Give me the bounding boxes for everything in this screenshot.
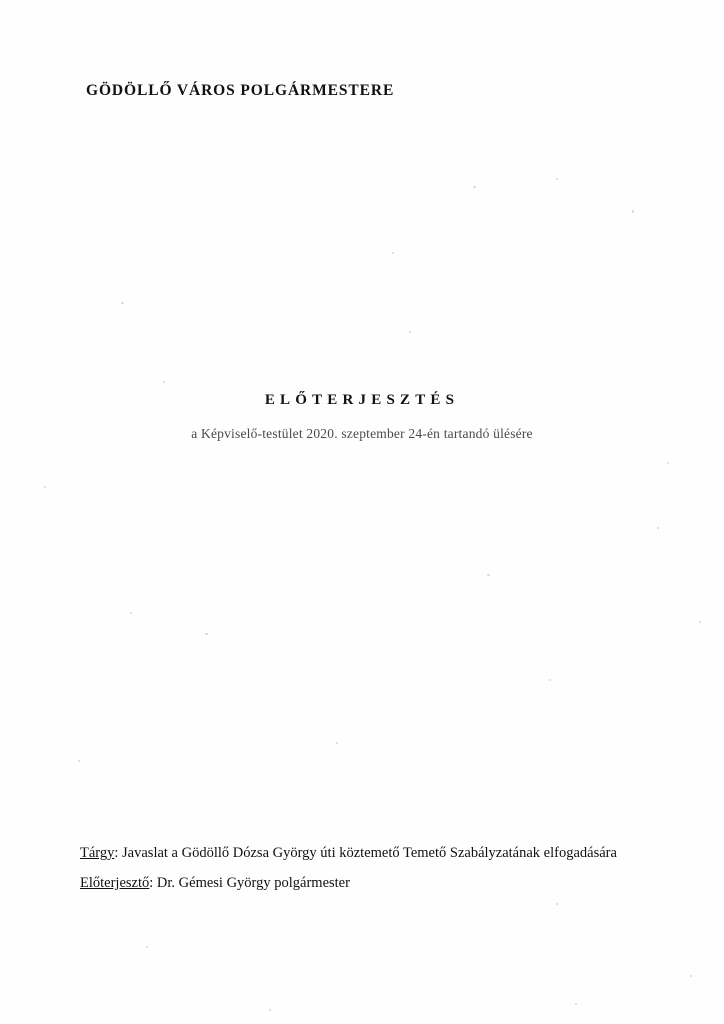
meta-separator-presenter: : [149, 875, 157, 891]
meta-value-presenter: Dr. Gémesi György polgármester [156, 875, 350, 891]
document-type-heading: ELŐTERJESZTÉS [264, 392, 460, 408]
document-subtitle: a Képviselő-testület 2020. szeptember 24-én tartandó ülésére [191, 426, 533, 441]
meta-separator-subject: : [114, 845, 123, 861]
meta-label-subject: Tárgy [80, 845, 115, 861]
meta-value-subject: Javaslat a Gödöllő Dózsa György úti köztemető Temető Szabályzatának elfogadására [122, 845, 617, 861]
meta-row-subject [80, 838, 617, 868]
meta-label-presenter: Előterjesztő [80, 875, 150, 891]
meta-row-presenter [80, 868, 617, 898]
page-title: GÖDÖLLŐ VÁROS POLGÁRMESTERE [86, 82, 395, 99]
document-meta [80, 838, 617, 898]
